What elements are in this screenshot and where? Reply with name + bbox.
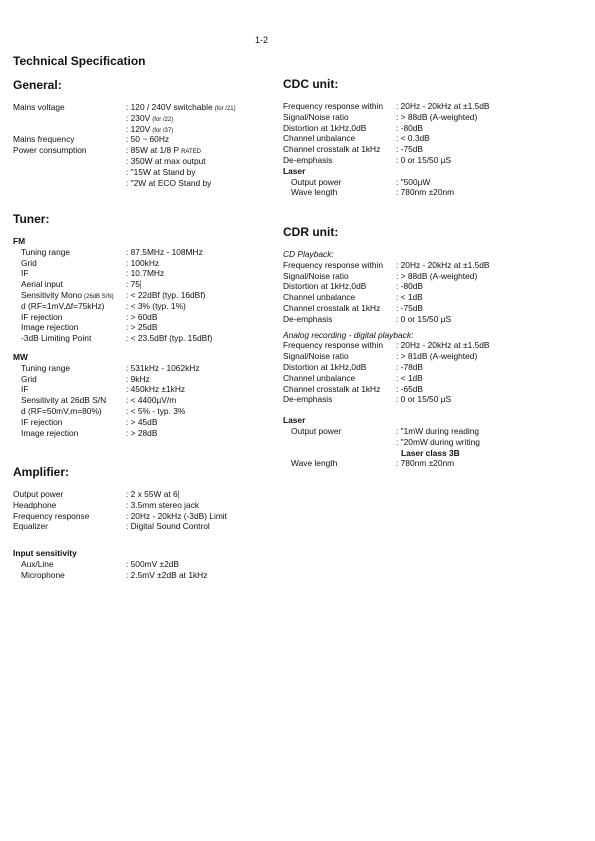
spec-value: : > 28dB [126,427,158,438]
spec-value: : 85W at 1/8 P RATED [126,145,201,156]
spec-row [13,489,283,500]
spec-value-note: (for /22) [152,116,174,123]
cdr-section [283,225,588,469]
spec-value: : 10.7MHz [126,268,165,279]
spec-label: Wave length [291,187,338,198]
tuner-heading: Tuner: [13,212,50,226]
spec-value: : 230V (for /22) [126,112,174,123]
spec-value: : -80dB [396,281,424,292]
spec-value: : 0 or 15/50 µS [396,394,452,405]
spec-row [13,333,283,344]
spec-value: : 75⎸ [126,279,149,290]
cdr-laser-output-label: Output power [291,425,342,436]
spec-value: : -78dB [396,361,424,372]
cdr-laser-output-value-2: : "20mW during writing [396,436,480,447]
spec-row [283,133,588,144]
spec-value: : -75dB [396,144,424,155]
spec-row [13,301,283,312]
spec-value: : 87.5MHz - 108MHz [126,246,203,257]
spec-value: : < 22dBf (typ. 16dBf) [126,289,206,300]
amplifier-heading: Amplifier: [13,465,70,479]
cdc-heading: CDC unit: [283,77,339,91]
spec-value: : -80dB [396,122,424,133]
spec-label: Channel crosstalk at 1kHz [283,383,381,394]
cdr-heading: CDR unit: [283,225,339,239]
spec-label-note: (26dB S/N) [83,293,114,300]
spec-row [13,559,283,570]
spec-label: Aerial input [21,279,63,290]
spec-label: Sensitivity Mono (26dB S/N) [21,289,114,300]
spec-row [13,156,283,167]
spec-value: : 20Hz - 20kHz at ±1.5dB [396,340,490,351]
spec-row [283,187,588,198]
spec-value: : 0 or 15/50 µS [396,154,452,165]
spec-row [283,373,588,384]
spec-label: Image rejection [21,322,79,333]
spec-value: : > 45dB [126,416,158,427]
spec-value: : > 60dB [126,311,158,322]
cd-playback-rows [283,260,588,325]
spec-label [13,124,126,135]
spec-row [13,417,283,428]
spec-value: : < 3% (typ. 1%) [126,300,186,311]
spec-label: Headphone [13,499,57,510]
spec-row [283,314,588,325]
spec-label: Tuning range [21,362,71,373]
spec-label: Channel unbalance [283,133,356,144]
spec-label: Signal/Noise ratio [283,270,349,281]
spec-value: : 450kHz ±1kHz [126,384,186,395]
spec-row [283,177,588,188]
spec-value: : 0 or 15/50 µS [396,313,452,324]
tuner-section [13,212,283,438]
spec-label [13,113,126,124]
fm-rows [13,247,283,344]
spec-label: IF rejection [21,416,63,427]
spec-row [13,134,283,145]
cdr-laser-class: Laser class 3B [401,447,460,458]
spec-label: Distortion at 1kHz,0dB [283,361,367,372]
spec-label [13,167,126,178]
spec-value: : > 88dB (A-weighted) [396,111,478,122]
cdc-section [283,77,588,198]
spec-row [13,428,283,439]
spec-label: Signal/Noise ratio [283,111,349,122]
spec-value: : "2W at ECO Stand by [126,177,212,188]
spec-row [283,351,588,362]
cd-playback-label: CD Playback: [283,249,334,259]
spec-label [13,156,126,167]
spec-label: Equalizer [13,521,48,532]
analog-recording-label: Analog recording - digital playback: [283,329,414,340]
spec-label: IF rejection [21,311,63,322]
spec-row [13,178,283,189]
spec-row [13,406,283,417]
spec-row [283,281,588,292]
spec-row [283,155,588,166]
amplifier-section [13,465,283,581]
spec-value: : 120V (for /37) [126,123,174,134]
cdr-laser-wave-value: : 780nm ±20nm [396,458,455,469]
spec-value: : 2.5mV ±2dB at 1kHz [126,569,208,580]
cdr-laser-wave-label: Wave length [291,458,338,469]
spec-value: : 20Hz - 20kHz (-3dB) Limit [126,510,227,521]
spec-row [13,167,283,178]
spec-value: : 50 ~ 60Hz [126,134,170,145]
spec-label: Tuning range [21,246,71,257]
spec-row [283,112,588,123]
spec-row [13,268,283,279]
spec-label: Aux/Line [21,558,54,569]
analog-recording-rows [283,340,588,405]
spec-value: : > 81dB (A-weighted) [396,351,478,362]
spec-value: : 350W at max output [126,155,206,166]
spec-label: Mains frequency [13,134,75,145]
spec-label: Channel unbalance [283,372,356,383]
spec-label: d (RF=50mV,m=80%) [21,405,102,416]
spec-label: IF [21,384,29,395]
spec-row [283,303,588,314]
spec-value: : 20Hz - 20kHz at ±1.5dB [396,101,490,111]
spec-label: Grid [21,257,37,268]
cdr-laser-wave-row [283,458,588,469]
spec-row [13,511,283,522]
general-section [13,78,283,188]
mw-label: MW [13,351,28,362]
spec-row [13,374,283,385]
spec-value: : 3.5mm stereo jack [126,499,200,510]
input-rows [13,559,283,581]
spec-label: Channel crosstalk at 1kHz [283,302,381,313]
spec-value: : -65dB [396,383,424,394]
cdc-laser-label: Laser [283,165,306,176]
spec-value: : < 23.5dBf (typ. 15dBf) [126,333,213,344]
spec-value-note: RATED [181,149,201,156]
spec-label: Frequency response within [283,101,384,111]
spec-value: : < 1dB [396,372,423,383]
spec-row [13,145,283,156]
spec-row [13,384,283,395]
spec-value: : "500µW [396,176,431,187]
cdr-laser-output-row [283,426,588,437]
spec-value: : 100kHz [126,257,160,268]
cdr-laser-output-row-2 [283,437,588,448]
cdr-laser-label: Laser [283,415,306,426]
cdc-rows [283,101,588,166]
spec-row [283,144,588,155]
spec-label [13,178,126,189]
spec-label: d (RF=1mV,∆f=75kHz) [21,300,105,311]
spec-row [13,570,283,581]
spec-label: Image rejection [21,427,79,438]
input-sensitivity-label: Input sensitivity [13,548,77,559]
spec-row [13,113,283,124]
spec-label: De-emphasis [283,154,333,165]
spec-value: : 9kHz [126,373,150,384]
spec-value: : 2 x 55W at 6⎸ [126,489,187,499]
page-number: 1-2 [255,35,269,45]
spec-row [13,521,283,532]
spec-value: : > 88dB (A-weighted) [396,270,478,281]
spec-row [283,260,588,271]
spec-label: Grid [21,373,37,384]
spec-row [283,384,588,395]
page-title: Technical Specification [13,54,146,68]
mw-rows [13,363,283,439]
spec-value: : 120 / 240V switchable (for /21) [126,102,236,112]
spec-row [283,123,588,134]
spec-row [13,258,283,269]
spec-label: Mains voltage [13,102,65,112]
spec-label: Distortion at 1kHz,0dB [283,122,367,133]
spec-label: Microphone [21,569,65,580]
spec-row [13,322,283,333]
spec-row [13,395,283,406]
spec-row [283,292,588,303]
spec-value: : < 1dB [396,292,423,303]
spec-row [13,363,283,374]
spec-value: : "15W at Stand by [126,166,196,177]
spec-label: De-emphasis [283,313,333,324]
spec-label: Frequency response within [283,259,384,270]
spec-label: Channel crosstalk at 1kHz [283,144,381,155]
spec-value: : 780nm ±20nm [396,187,455,198]
spec-row [13,500,283,511]
spec-row [13,124,283,135]
spec-value: : 20Hz - 20kHz at ±1.5dB [396,259,490,270]
spec-value: : < 0.3dB [396,133,430,144]
spec-row [13,247,283,258]
spec-row [13,279,283,290]
spec-row [283,101,588,112]
spec-label: Signal/Noise ratio [283,351,349,362]
amplifier-rows [13,489,283,532]
spec-label: Output power [291,176,342,187]
cdr-laser-class-row [283,448,588,459]
spec-value: : -75dB [396,302,424,313]
spec-label: -3dB Limiting Point [21,333,92,344]
spec-value: : 531kHz - 1062kHz [126,362,200,373]
spec-label: Channel unbalance [283,292,356,303]
spec-value: : Digital Sound Control [126,521,210,532]
spec-label: Frequency response within [283,340,384,351]
cdc-laser-rows [283,177,588,199]
spec-row [283,394,588,405]
spec-row [283,340,588,351]
spec-row [13,312,283,323]
spec-label: Distortion at 1kHz,0dB [283,281,367,292]
spec-value: : < 5% - typ. 3% [126,405,186,416]
spec-value: : > 25dB [126,322,158,333]
fm-label: FM [13,236,26,246]
spec-label: Output power [13,489,64,499]
spec-label: IF [21,268,29,279]
spec-row [283,271,588,282]
cdr-laser-output-value-1: : "1mW during reading [396,425,480,436]
spec-value: : 500mV ±2dB [126,558,180,569]
spec-label: Sensitivity at 26dB S/N [21,395,107,406]
spec-value-note: (for /21) [214,106,236,112]
spec-label: Power consumption [13,145,87,156]
spec-label: Frequency response [13,510,90,521]
general-rows [13,102,283,188]
spec-row [283,362,588,373]
spec-row [13,102,283,113]
spec-row [13,290,283,301]
spec-value: : < 4400µV/m [126,395,177,406]
spec-value-note: (for /37) [152,127,174,134]
general-heading: General: [13,78,62,92]
spec-label: De-emphasis [283,394,333,405]
